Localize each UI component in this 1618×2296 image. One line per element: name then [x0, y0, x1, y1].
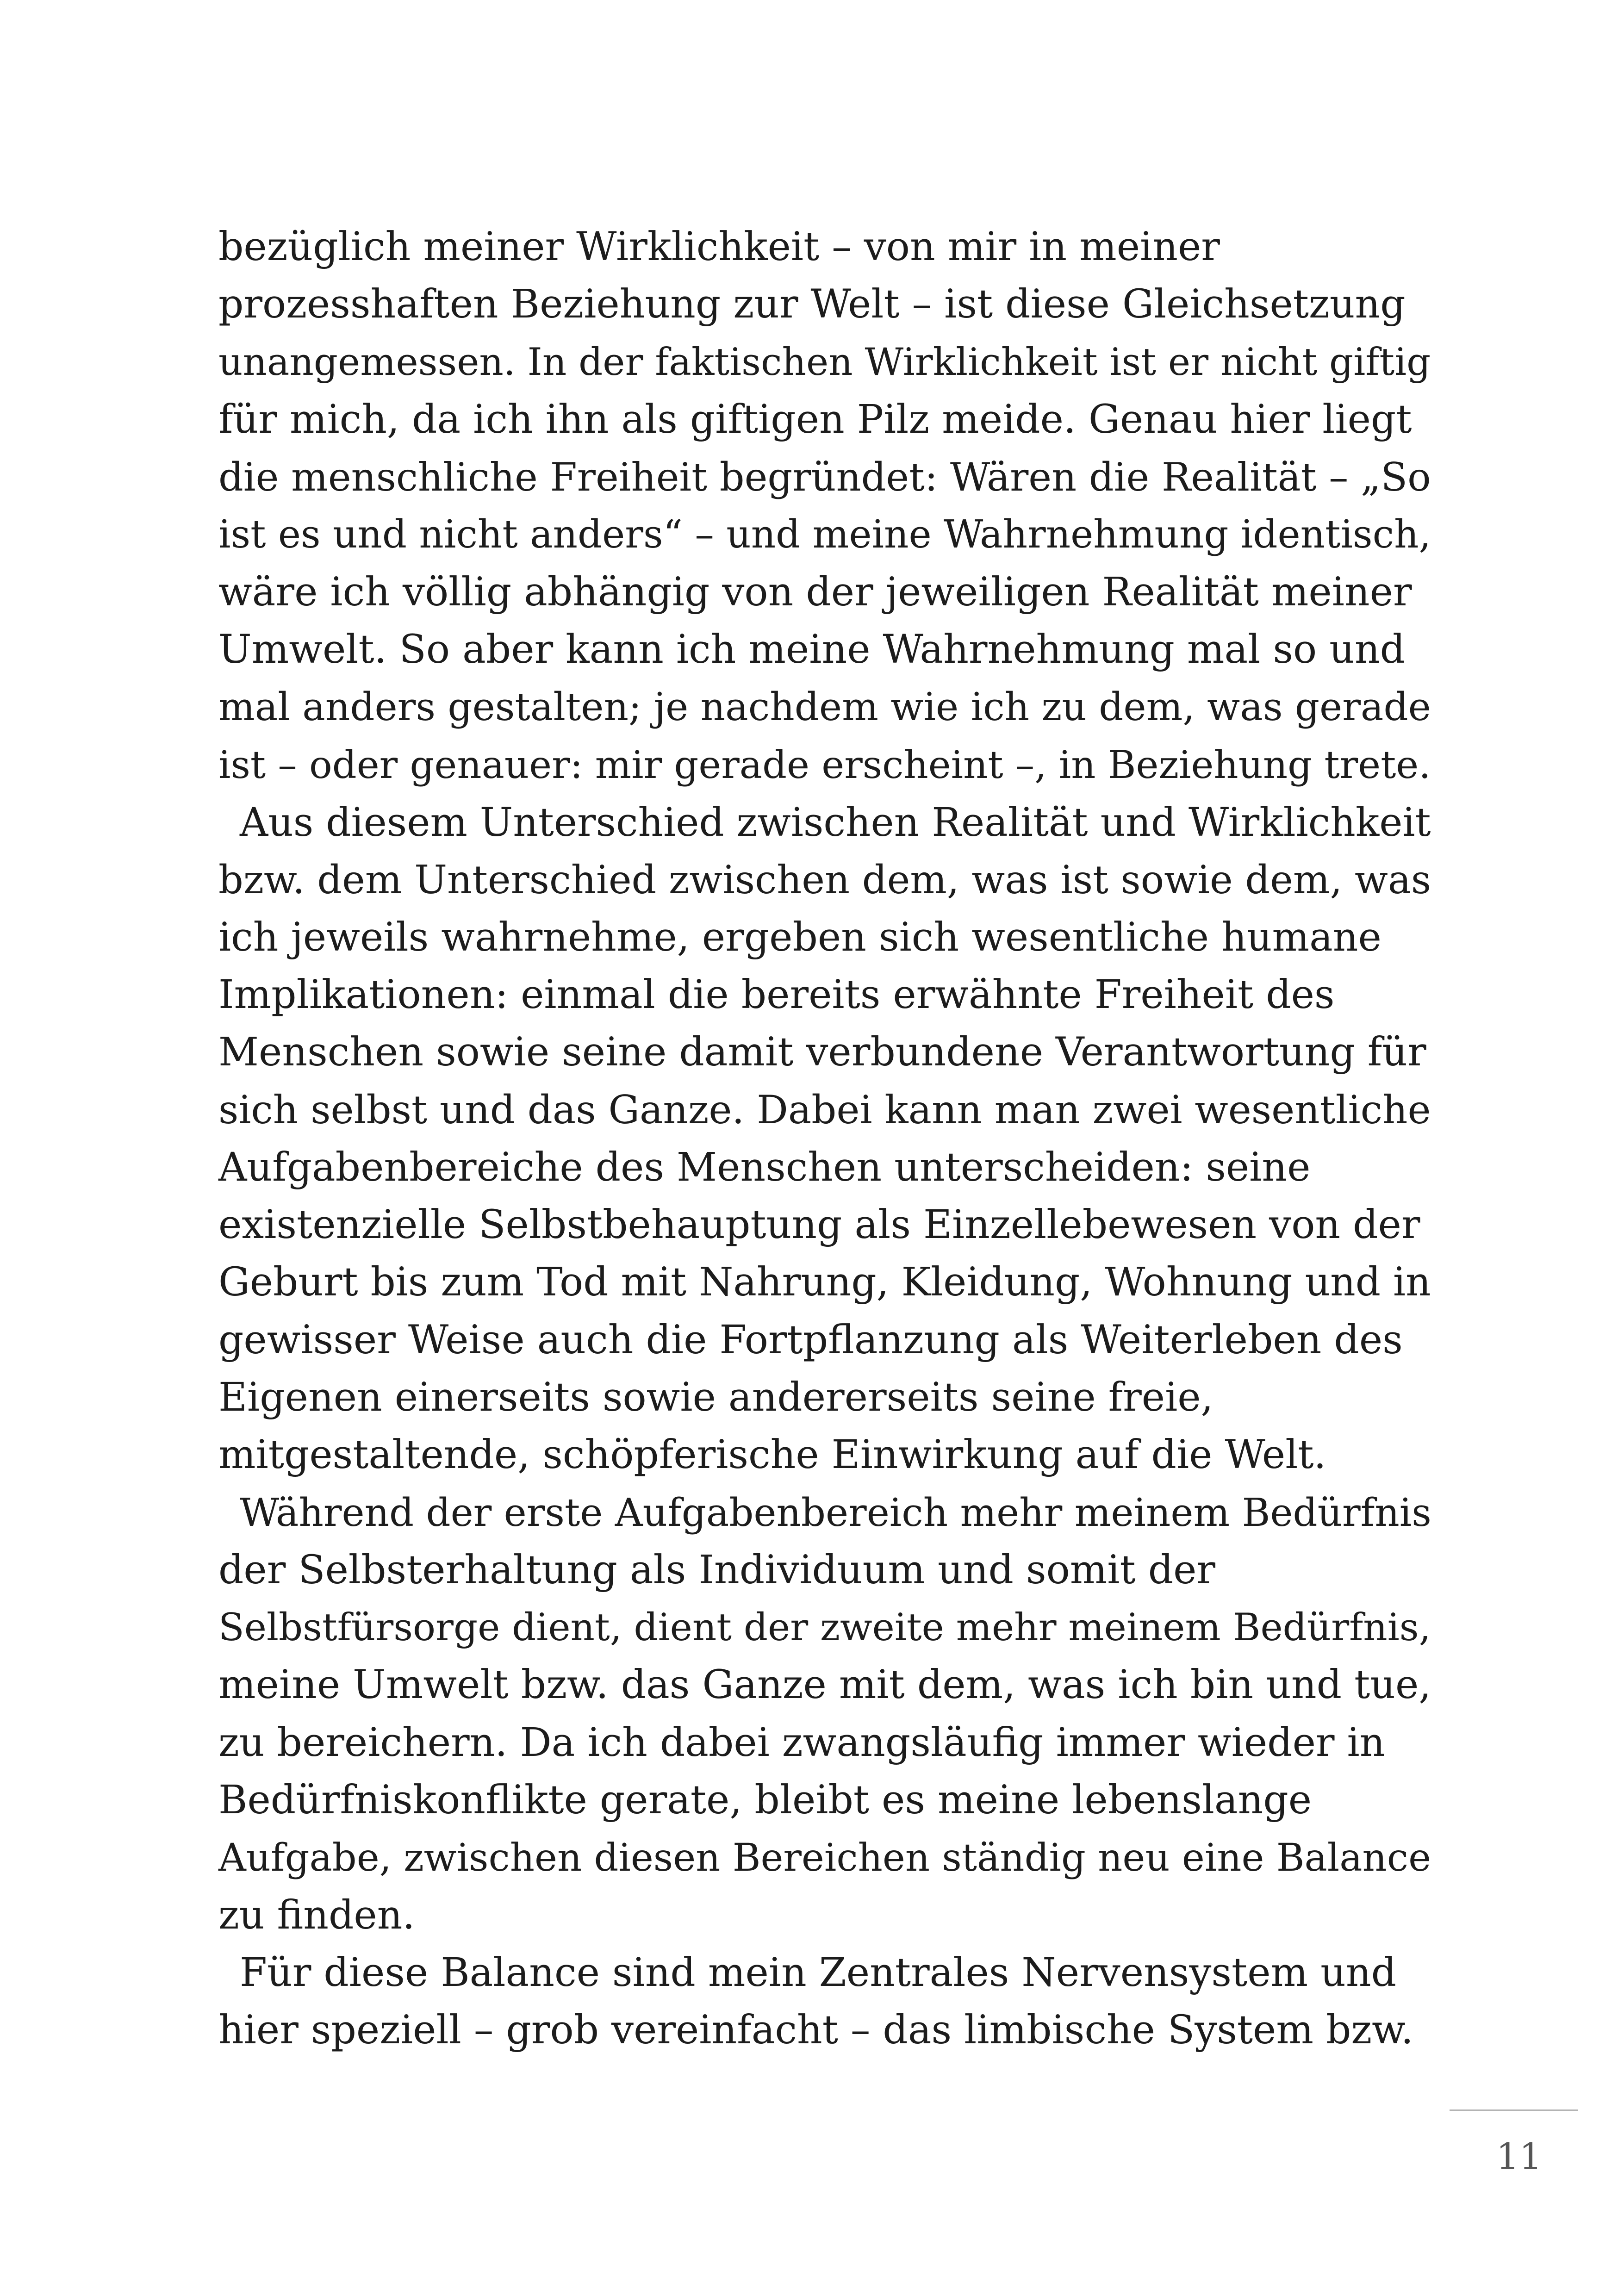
text-line: sich selbst und das Ganze. Dabei kann man zwei wesentliche [218, 1087, 1431, 1133]
text-line: Eigenen einerseits sowie andererseits seine freie, [218, 1374, 1214, 1420]
text-line: ist es und nicht anders“ – und meine Wahrnehmung identisch, [218, 512, 1431, 557]
text-line: Bedürfniskonflikte gerate, bleibt es meine lebenslange [218, 1777, 1312, 1823]
text-line: die menschliche Freiheit begründet: Wären die Realität – „So [218, 454, 1431, 500]
text-line: mitgestaltende, schöpferische Einwirkung auf die Welt. [218, 1432, 1326, 1478]
text-line: Menschen sowie seine damit verbundene Verantwortung für [218, 1029, 1426, 1076]
text-line: meine Umwelt bzw. das Ganze mit dem, was ich bin und tue, [218, 1662, 1431, 1708]
text-line: für mich, da ich ihn als giftigen Pilz meide. Genau hier liegt [218, 396, 1412, 442]
text-line: der Selbsterhaltung als Individuum und somit der [218, 1547, 1216, 1593]
text-line: prozesshaften Beziehung zur Welt – ist diese Gleichsetzung [218, 281, 1406, 328]
text-line: existenzielle Selbstbehauptung als Einzellebewesen von der [218, 1202, 1420, 1248]
text-line: wäre ich völlig abhängig von der jeweiligen Realität meiner [218, 569, 1412, 615]
footer-rule [1450, 2109, 1578, 2111]
text-line: ist – oder genauer: mir gerade erscheint –, in Beziehung trete. [218, 742, 1431, 787]
body-text [218, 218, 1431, 2060]
text-line: bzw. dem Unterschied zwischen dem, was ist sowie dem, was [218, 857, 1431, 903]
text-line: zu finden. [218, 1892, 415, 1938]
text-line: hier speziell – grob vereinfacht – das limbische System bzw. [218, 2007, 1413, 2053]
text-line: gewisser Weise auch die Fortpflanzung als Weiterleben des [218, 1317, 1403, 1363]
text-line: unangemessen. In der faktischen Wirklichkeit ist er nicht giftig [218, 340, 1431, 384]
paragraph-first-line: Während der erste Aufgabenbereich mehr meinem Bedürfnis [240, 1490, 1431, 1535]
text-line: zu bereichern. Da ich dabei zwangsläufig immer wieder in [218, 1719, 1385, 1766]
text-line: Aufgabenbereiche des Menschen unterscheiden: seine [218, 1144, 1311, 1190]
text-line: bezüglich meiner Wirklichkeit – von mir in meiner [218, 224, 1220, 270]
text-line: Aufgabe, zwischen diesen Bereichen ständig neu eine Balance [218, 1835, 1431, 1880]
text-line: Geburt bis zum Tod mit Nahrung, Kleidung, Wohnung und in [218, 1259, 1431, 1306]
text-line: Implikationen: einmal die bereits erwähnte Freiheit des [218, 971, 1335, 1018]
paragraph-first-line: Für diese Balance sind mein Zentrales Nervensystem und [240, 1949, 1397, 1996]
text-line: ich jeweils wahrnehme, ergeben sich wesentliche humane [218, 914, 1382, 960]
text-line: Selbstfürsorge dient, dient der zweite mehr meinem Bedürfnis, [218, 1605, 1431, 1650]
page-number: 11 [1496, 2136, 1542, 2178]
text-line: mal anders gestalten; je nachdem wie ich zu dem, was gerade [218, 684, 1431, 730]
paragraph-first-line: Aus diesem Unterschied zwischen Realität und Wirklichkeit [240, 799, 1431, 845]
text-line: Umwelt. So aber kann ich meine Wahrnehmung mal so und [218, 627, 1406, 673]
